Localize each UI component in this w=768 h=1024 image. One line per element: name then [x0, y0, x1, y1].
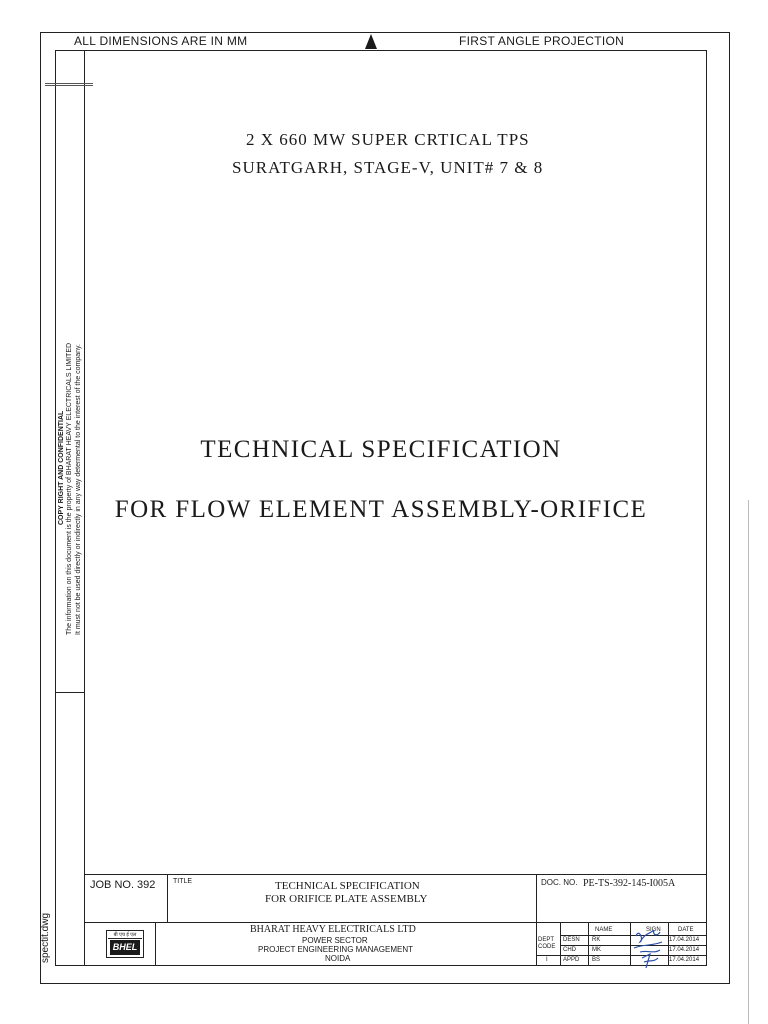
sign-grid-v2	[588, 922, 589, 966]
location-name: NOIDA	[325, 954, 351, 963]
title-block-top	[85, 874, 707, 875]
title-block-divider-job	[167, 874, 168, 922]
doc-number: PE-TS-392-145-I005A	[583, 878, 676, 889]
title-block-title-2: FOR ORIFICE PLATE ASSEMBLY	[265, 893, 428, 905]
centre-mark-arrow-icon	[364, 33, 378, 50]
date-chd: 17.04.2014	[669, 947, 700, 953]
bhel-logo-tagline: बी एच ई एल	[108, 932, 142, 939]
page-edge-shadow	[748, 500, 749, 1024]
name-chd: MK	[592, 947, 601, 953]
col-date: DATE	[678, 927, 694, 933]
dimensions-note: ALL DIMENSIONS ARE IN MM	[74, 34, 248, 48]
dept-code-label-2: CODE	[538, 944, 556, 950]
project-line-2: SURATGARH, STAGE-V, UNIT# 7 & 8	[232, 158, 544, 177]
role-chd: CHD	[563, 947, 576, 953]
copyright-line-1: The information on this document is the property of BHARAT HEAVY ELECTRICALS LIMITED	[66, 342, 73, 635]
document-title-line-2: FOR FLOW ELEMENT ASSEMBLY-ORIFICE	[114, 496, 648, 523]
bhel-logo	[106, 930, 144, 958]
dept-code-split	[536, 955, 560, 956]
sign-grid-v1	[560, 922, 561, 966]
company-name: BHARAT HEAVY ELECTRICALS LTD	[250, 924, 416, 935]
role-appd: APPD	[563, 957, 580, 963]
date-desn: 17.04.2014	[669, 937, 700, 943]
projection-note: FIRST ANGLE PROJECTION	[459, 34, 625, 48]
title-block-mid	[85, 922, 707, 923]
copyright-line-2: It must not be used directly or indirectly in any way determental to the interest of the company.	[75, 344, 82, 635]
name-appd: BS	[592, 957, 601, 963]
binding-mark	[45, 83, 93, 86]
title-block-title-1: TECHNICAL SPECIFICATION	[275, 880, 420, 892]
bhel-logo-text: BHEL	[110, 940, 140, 955]
document-title-line-1: TECHNICAL SPECIFICATION	[200, 436, 562, 463]
copyright-heading: COPY RIGHT AND CONFIDENTIAL	[58, 410, 65, 525]
project-line-1: 2 X 660 MW SUPER CRTICAL TPS	[246, 130, 530, 149]
dept-code-label-1: DEPT	[538, 937, 555, 943]
signatures-scribble	[630, 924, 670, 970]
col-name: NAME	[595, 927, 613, 933]
title-block-divider-logo	[155, 922, 156, 966]
title-label: TITLE	[173, 878, 193, 885]
strip-separator	[55, 692, 85, 693]
role-desn: DESN	[563, 937, 580, 943]
title-block-divider-doc	[536, 874, 537, 966]
dept-code-value: I	[546, 957, 548, 963]
name-desn: RK	[592, 937, 601, 943]
date-appd: 17.04.2014	[669, 957, 700, 963]
job-number: JOB NO. 392	[90, 879, 156, 891]
col-sign: SIGN	[646, 927, 661, 933]
doc-no-label: DOC. NO.	[541, 878, 578, 887]
department-name: PROJECT ENGINEERING MANAGEMENT	[258, 945, 413, 954]
division-name: POWER SECTOR	[302, 936, 368, 945]
file-name: spectit.dwg	[40, 912, 51, 963]
